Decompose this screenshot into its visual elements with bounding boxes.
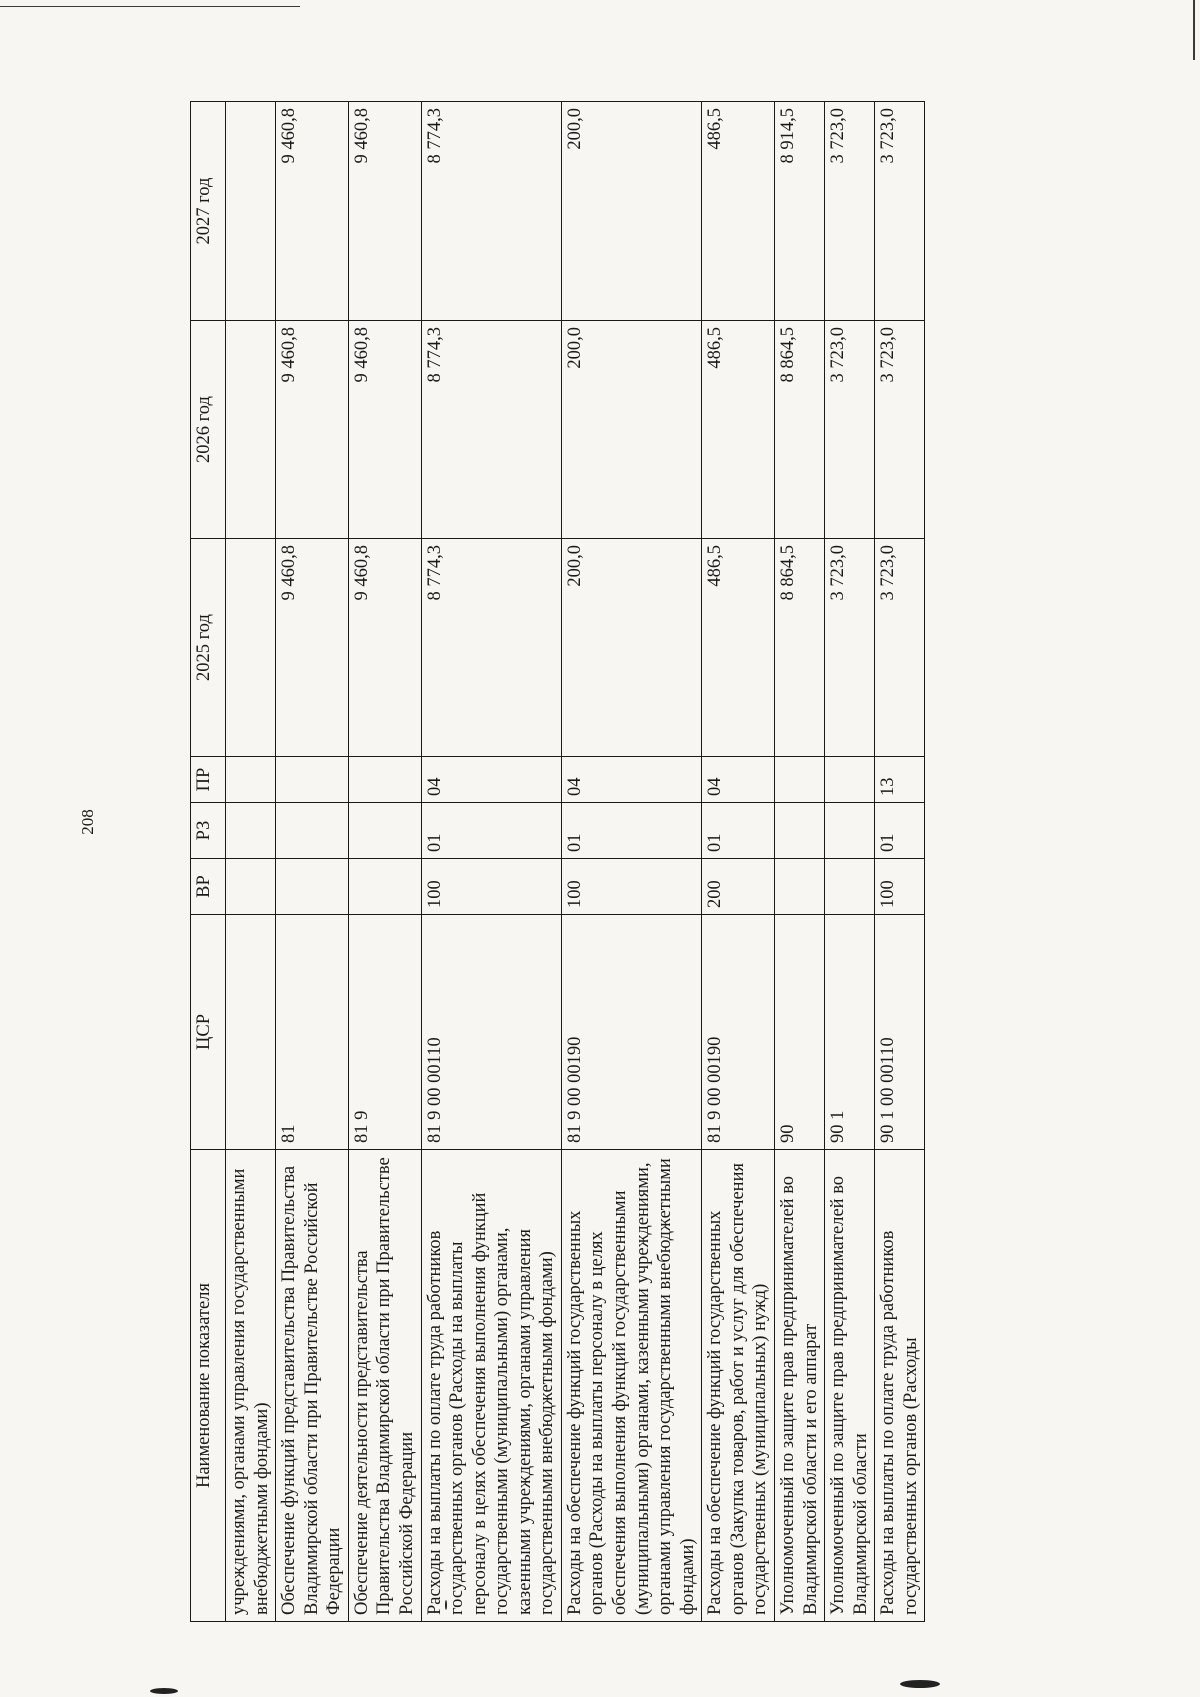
- cell-rz: [348, 803, 421, 859]
- cell-pr: [774, 757, 824, 803]
- header-pr: ПР: [191, 757, 226, 803]
- table-row: [276, 102, 349, 1622]
- table-row: [561, 102, 701, 1622]
- cell-2027: 9 460,8: [348, 102, 421, 321]
- cell-rz: [774, 803, 824, 859]
- table-row: [348, 102, 421, 1622]
- cell-vr: [774, 859, 824, 915]
- cell-pr: 13: [875, 757, 925, 803]
- cell-vr: 200: [702, 859, 775, 915]
- cell-2025: 3 723,0: [875, 539, 925, 757]
- cell-pr: [825, 757, 875, 803]
- cell-csr: 81: [276, 915, 349, 1150]
- header-rz: РЗ: [191, 803, 226, 859]
- cell-2026: 8 774,3: [421, 321, 561, 539]
- cell-csr: 90 1 00 00110: [875, 915, 925, 1150]
- cell-rz: [825, 803, 875, 859]
- cell-2027: 3 723,0: [875, 102, 925, 321]
- cell-2026: 200,0: [561, 321, 701, 539]
- cell-2026: 8 864,5: [774, 321, 824, 539]
- cell-2026: 9 460,8: [276, 321, 349, 539]
- cell-name: Расходы на выплаты по оплате труда работников государственных органов (Расходы: [875, 1150, 925, 1622]
- cell-csr: [226, 915, 276, 1150]
- cell-rz: [276, 803, 349, 859]
- cell-csr: 90: [774, 915, 824, 1150]
- cell-pr: 04: [561, 757, 701, 803]
- cell-vr: 100: [875, 859, 925, 915]
- table-header-row: [191, 102, 226, 1622]
- header-csr: ЦСР: [191, 915, 226, 1150]
- cell-2026: 3 723,0: [825, 321, 875, 539]
- cell-2026: 3 723,0: [875, 321, 925, 539]
- cell-csr: 81 9 00 00110: [421, 915, 561, 1150]
- cell-csr: 90 1: [825, 915, 875, 1150]
- cell-name: Расходы на обеспечение функций государственных органов (Закупка товаров, работ и услуг для обеспечения государственных (муниципальных) нужд): [702, 1150, 775, 1622]
- cell-2027: 9 460,8: [276, 102, 349, 321]
- cell-csr: 81 9 00 00190: [561, 915, 701, 1150]
- table-row: [825, 102, 875, 1622]
- cell-pr: 04: [421, 757, 561, 803]
- cell-2027: 8 774,3: [421, 102, 561, 321]
- header-2026: 2026 год: [191, 321, 226, 539]
- table-row: [875, 102, 925, 1622]
- scan-speck: [150, 1688, 178, 1694]
- cell-rz: 01: [702, 803, 775, 859]
- cell-name: учреждениями, органами управления государственными внебюджетными фондами): [226, 1150, 276, 1622]
- cell-2025: 3 723,0: [825, 539, 875, 757]
- cell-vr: [825, 859, 875, 915]
- header-2027: 2027 год: [191, 102, 226, 321]
- budget-table: [190, 101, 925, 1622]
- cell-csr: 81 9 00 00190: [702, 915, 775, 1150]
- cell-2027: [226, 102, 276, 321]
- cell-2025: 8 864,5: [774, 539, 824, 757]
- cell-rz: [226, 803, 276, 859]
- cell-2025: 200,0: [561, 539, 701, 757]
- cell-2026: 9 460,8: [348, 321, 421, 539]
- cell-pr: 04: [702, 757, 775, 803]
- rotated-table-container: [190, 102, 1125, 1622]
- scan-edge-top: [0, 6, 300, 7]
- cell-pr: [276, 757, 349, 803]
- header-vr: ВР: [191, 859, 226, 915]
- cell-name: Обеспечение деятельности представительства Правительства Владимирской области при Правительстве Российской Федерации: [348, 1150, 421, 1622]
- cell-pr: [226, 757, 276, 803]
- cell-rz: 01: [875, 803, 925, 859]
- cell-2027: 486,5: [702, 102, 775, 321]
- cell-2025: 486,5: [702, 539, 775, 757]
- cell-rz: 01: [561, 803, 701, 859]
- cell-name: Уполномоченный по защите прав предпринимателей во Владимирской области и его аппарат: [774, 1150, 824, 1622]
- scan-speck: [900, 1680, 940, 1688]
- header-name: Наименование показателя: [191, 1150, 226, 1622]
- cell-name: Расходы на выплаты по оплате труда работников государственных органов (Расходы на выплаты персоналу в целях обеспечения выполнения функций государственными (муниципальными) органами, казенными учреждениями, органами управления государственными внебюджетными фондами): [421, 1150, 561, 1622]
- cell-name: Уполномоченный по защите прав предпринимателей во Владимирской области: [825, 1150, 875, 1622]
- cell-2027: 8 914,5: [774, 102, 824, 321]
- cell-2027: 200,0: [561, 102, 701, 321]
- cell-rz: 01: [421, 803, 561, 859]
- cell-vr: 100: [561, 859, 701, 915]
- scan-edge-right: [1193, 0, 1195, 60]
- table-row: [421, 102, 561, 1622]
- cell-vr: 100: [421, 859, 561, 915]
- header-2025: 2025 год: [191, 539, 226, 757]
- cell-vr: [226, 859, 276, 915]
- table-row: [774, 102, 824, 1622]
- cell-csr: 81 9: [348, 915, 421, 1150]
- table-row: [226, 102, 276, 1622]
- cell-name: Расходы на обеспечение функций государственных органов (Расходы на выплаты персоналу в целях обеспечения выполнения функций государственными (муниципальными) органами, казенными учреждениями, органами управления государственными внебюджетными фондами): [561, 1150, 701, 1622]
- cell-pr: [348, 757, 421, 803]
- cell-2026: [226, 321, 276, 539]
- cell-2025: [226, 539, 276, 757]
- table-row: [702, 102, 775, 1622]
- cell-name: Обеспечение функций представительства Правительства Владимирской области при Правительстве Российской Федерации: [276, 1150, 349, 1622]
- cell-vr: [348, 859, 421, 915]
- cell-2027: 3 723,0: [825, 102, 875, 321]
- page-number: 208: [78, 809, 97, 835]
- cell-2025: 9 460,8: [276, 539, 349, 757]
- cell-vr: [276, 859, 349, 915]
- cell-2025: 8 774,3: [421, 539, 561, 757]
- cell-2026: 486,5: [702, 321, 775, 539]
- cell-2025: 9 460,8: [348, 539, 421, 757]
